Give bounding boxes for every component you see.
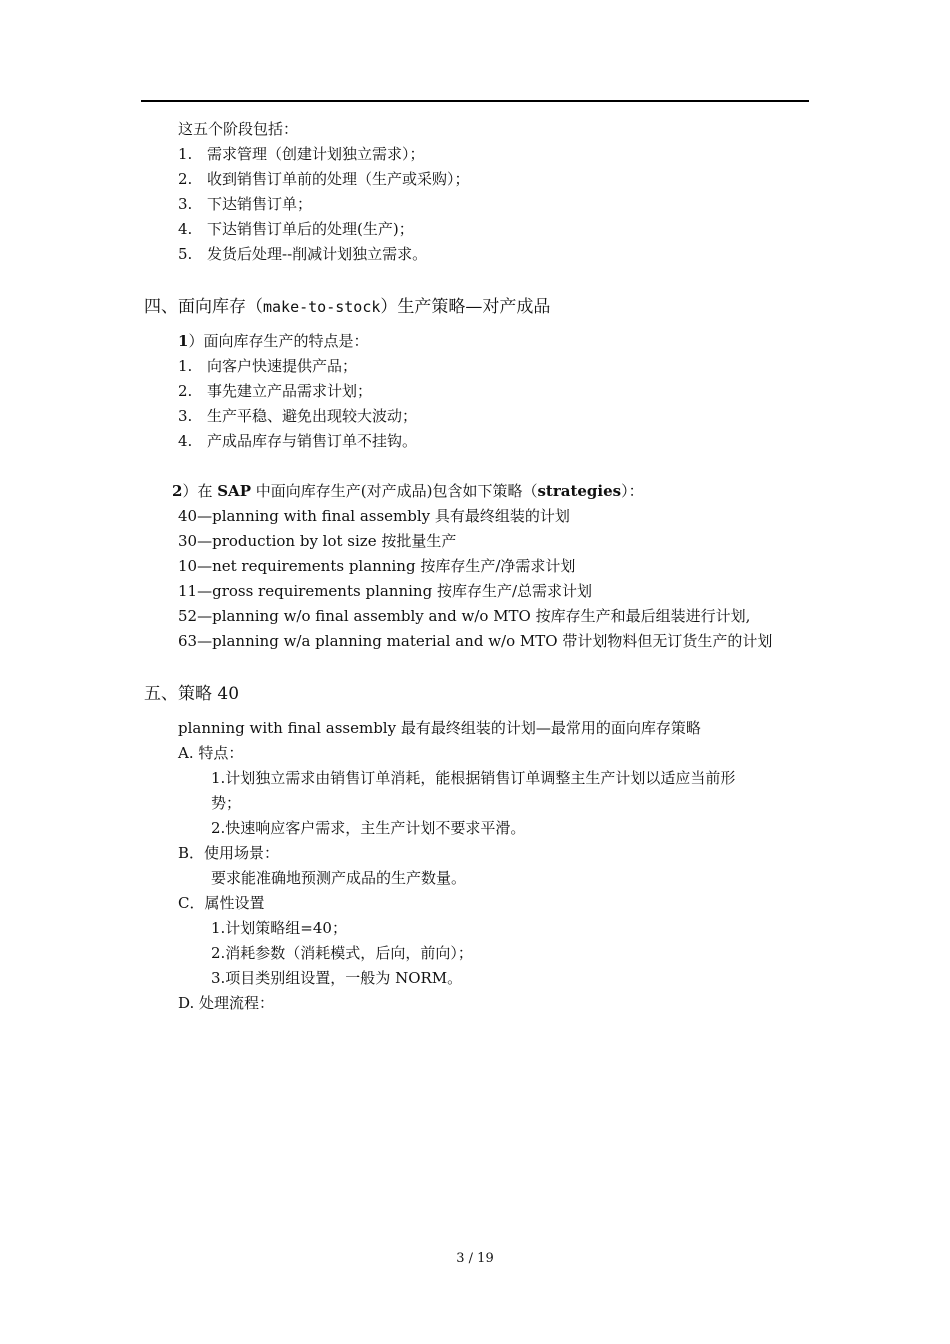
section5-c-item: 3.项目类别组设置，一般为 NORM。 [211, 969, 463, 987]
section5-c-label: C．属性设置 [178, 894, 265, 912]
list-item: 2. 收到销售订单前的处理（生产或采购）； [178, 170, 470, 188]
list-item: 4. 下达销售订单后的处理(生产)； [178, 220, 414, 238]
list-item: 1. 需求管理（创建计划独立需求）； [178, 145, 425, 163]
stages-intro: 这五个阶段包括： [178, 120, 299, 138]
section5-d-label: D. 处理流程： [178, 994, 275, 1012]
list-item: 5. 发货后处理--削减计划独立需求。 [178, 245, 428, 263]
section4-sub2: 2）在 SAP 中面向库存生产(对产成品)包含如下策略（strategies）： [172, 482, 644, 500]
list-item: 2. 事先建立产品需求计划； [178, 382, 373, 400]
section5-a-label: A. 特点： [178, 744, 244, 762]
section5-b-label: B．使用场景： [178, 844, 280, 862]
strategy-item: 11—gross requirements planning 按库存生产/总需求计划 [178, 582, 593, 600]
list-item: 1. 向客户快速提供产品； [178, 357, 358, 375]
section5-a-item1-cont: 势； [211, 794, 242, 812]
section5-b-text: 要求能准确地预测产成品的生产数量。 [211, 869, 467, 887]
section5-intro: planning with final assembly 最有最终组装的计划—最常用的面向库存策略 [178, 719, 701, 737]
header-rule [141, 100, 809, 102]
strategy-item: 10—net requirements planning 按库存生产/净需求计划 [178, 557, 576, 575]
section5-heading: 五、策略 40 [144, 684, 240, 704]
section5-a-item1: 1.计划独立需求由销售订单消耗，能根据销售订单调整主生产计划以适应当前形 [211, 769, 736, 787]
list-item: 3. 下达销售订单； [178, 195, 313, 213]
section4-sub1: 1）面向库存生产的特点是： [178, 332, 369, 350]
strategy-item: 52—planning w/o final assembly and w/o MTO 按库存生产和最后组装进行计划, [178, 607, 751, 625]
section5-a-item2: 2.快速响应客户需求，主生产计划不要求平滑。 [211, 819, 526, 837]
page-number: 3 / 19 [456, 1251, 494, 1266]
list-item: 4. 产成品库存与销售订单不挂钩。 [178, 432, 418, 450]
strategy-item: 40—planning with final assembly 具有最终组装的计划 [178, 507, 570, 525]
strategy-item: 63—planning w/a planning material and w/o MTO 带计划物料但无订货生产的计划 [178, 632, 773, 650]
section5-c-item: 2.消耗参数（消耗模式，后向，前向）； [211, 944, 473, 962]
section5-c-item: 1.计划策略组=40； [211, 919, 347, 937]
list-item: 3. 生产平稳、避免出现较大波动； [178, 407, 418, 425]
strategy-item: 30—production by lot size 按批量生产 [178, 532, 457, 550]
section4-heading: 四、面向库存（make-to-stock）生产策略—对产成品 [144, 297, 551, 317]
